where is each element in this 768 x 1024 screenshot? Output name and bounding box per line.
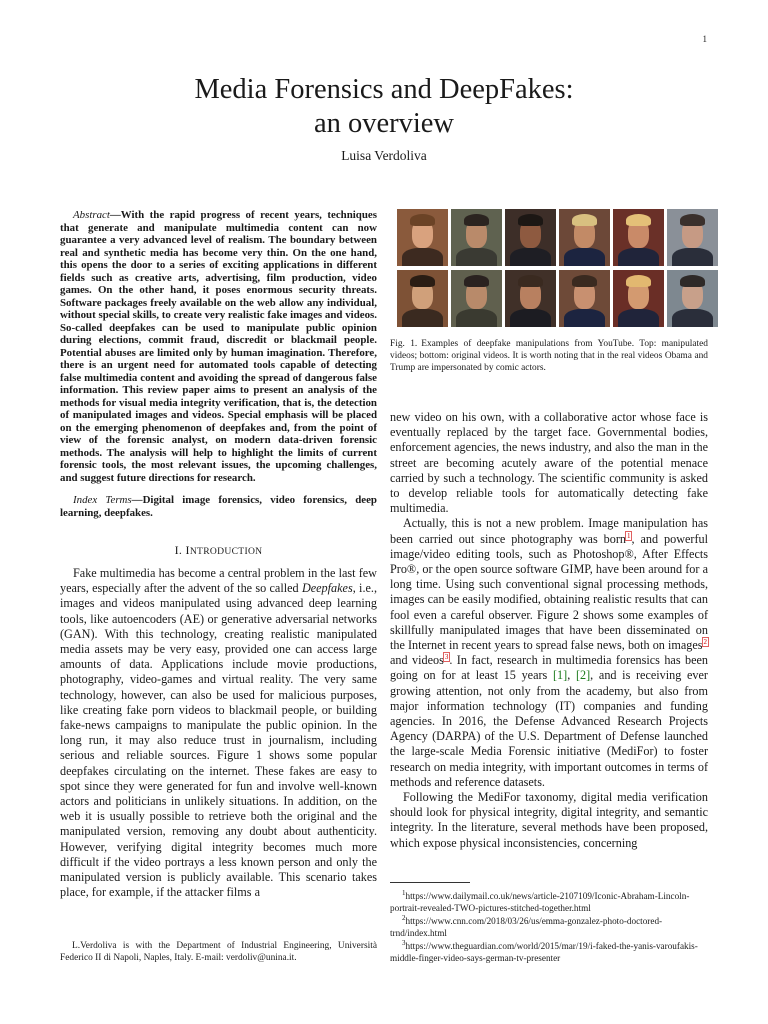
thumbnail-body (456, 248, 497, 266)
intro-paragraph-2 (390, 516, 708, 790)
index-terms (60, 494, 377, 519)
footnote-ref-3[interactable]: 3 (444, 653, 449, 662)
intro-p2-part-e: , (567, 668, 576, 683)
figure-thumbnail-7 (397, 270, 448, 327)
footnote-ref-2[interactable]: 2 (703, 637, 707, 646)
thumbnail-body (456, 309, 497, 327)
intro-p2-part-c: and videos (390, 653, 444, 668)
intro-paragraph-1-continued: new video on his own, with a collaborative actor whose face is eventually replaced by the target face. Governmental bodies, enforcement agencies, the news industry, and also the man in the street are becoming acutely aware of the potential menace carried by such a technology. The scientific community is asked to develop reliable tools for automatically detecting fake multimedia. (390, 410, 708, 516)
thumbnail-hair (680, 214, 706, 227)
footnote-mark: 3 (402, 938, 406, 947)
thumbnail-body (564, 248, 605, 266)
thumbnail-body (672, 309, 713, 327)
section-title-initial: I (185, 543, 190, 557)
title-line-1: Media Forensics and DeepFakes: (194, 74, 574, 105)
index-terms-text: —Digital image forensics, video forensics, deep learning, deepfakes. (60, 494, 377, 519)
figure-1 (390, 209, 708, 374)
abstract (60, 209, 377, 484)
title-line-2: an overview (313, 108, 455, 139)
figure-1-label: Fig. 1. (390, 339, 418, 349)
thumbnail-hair (572, 275, 598, 288)
thumbnail-hair (626, 214, 652, 227)
thumbnail-body (672, 248, 713, 266)
paper-title (0, 73, 768, 141)
figure-thumbnail-8 (451, 270, 502, 327)
citation-1[interactable]: [1] (553, 668, 568, 683)
figure-thumbnail-10 (559, 270, 610, 327)
section-number: I. (174, 543, 183, 557)
intro-p1-part-a: Fake multimedia has become a central problem in the last few years, especially after the advent of the so called (60, 566, 377, 596)
figure-1-caption (390, 339, 708, 374)
footnote-2 (390, 913, 708, 939)
thumbnail-hair (518, 275, 544, 288)
right-column-body (390, 410, 708, 851)
citation-2[interactable]: [2] (575, 668, 591, 683)
footnote-divider (390, 882, 470, 883)
thumbnail-body (618, 309, 659, 327)
left-divider (60, 932, 377, 933)
thumbnail-hair (464, 275, 490, 288)
intro-p2-part-a: Actually, this is not a new problem. Image manipulation has been carried out since photography was born (390, 516, 708, 546)
figure-thumbnail-3 (505, 209, 556, 266)
footnote-url[interactable]: https://www.cnn.com/2018/03/26/us/emma-gonzalez-photo-doctored-trnd/index.html (390, 916, 663, 938)
thumbnail-body (510, 248, 551, 266)
thumbnail-hair (572, 214, 598, 227)
intro-p2-part-f: , and is receiving ever growing attention, not only from the academy, but also from major information technology (IT) companies and funding agencies. In 2016, the Defense Advanced Research Projects Agency (DARPA) of the U.S. Department of Defense launched the large-scale Media Forensic initiative (MediFor) to foster research on media integrity, with important outcomes in terms of methods and reference datasets. (390, 668, 708, 789)
intro-p1-part-b: , i.e., images and videos manipulated using advanced deep learning tools, like autoencoders (AE) or generative adversarial networks (GAN). With this technology, creating realistic manipulated media assets may be very easy, provided one can access large amounts of data. Applications include movie productions, photography, video-games and virtual reality. The very same technology, however, can also be used for malicious purposes, like creating fake porn videos to blackmail people, or building fake-news campaigns to manipulate the public opinion. In the long run, it may also reduce trust in journalism, including serious and reliable sources. Figure 1 shows some popular deepfakes circulating on the internet. These fakes are easy to spot since they were generated for fun and involve well-known actors and politicians in unlikely situations. In addition, on the web it is usually possible to retrieve both the original and the manipulated version, removing any doubt about authenticity. However, verifying digital integrity becomes much more difficult if the video portrays a less known person and only the manipulated version is publicly available. This scenario takes place, for example, if the attacker films a (60, 581, 377, 900)
thumbnail-body (618, 248, 659, 266)
section-heading-introduction (60, 543, 377, 558)
figure-1-caption-text: Examples of deepfake manipulations from YouTube. Top: manipulated videos; bottom: original videos. It is worth noting that in the real videos Obama and Trump are impersonated by comic actors. (390, 339, 708, 373)
author-name: Luisa Verdoliva (341, 148, 427, 163)
footnote-mark: 2 (402, 913, 406, 922)
thumbnail-hair (518, 214, 544, 227)
figure-thumbnail-5 (613, 209, 664, 266)
figure-thumbnail-12 (667, 270, 718, 327)
figure-thumbnail-2 (451, 209, 502, 266)
section-title-rest: NTRODUCTION (189, 546, 263, 557)
index-terms-label: Index Terms (73, 494, 132, 506)
thumbnail-hair (464, 214, 490, 227)
page-number: 1 (702, 34, 707, 44)
intro-paragraph-3: Following the MediFor taxonomy, digital media verification should look for physical integrity, digital integrity, and semantic integrity. In the literature, several methods have been proposed, which expose physical inconsistencies, concerning (390, 790, 708, 850)
intro-p2-part-d: . In fact, research in multimedia forensics has been going on for at least 15 years (390, 653, 709, 683)
intro-paragraph-1 (60, 566, 377, 900)
thumbnail-body (402, 248, 443, 266)
footnote-url[interactable]: https://www.dailymail.co.uk/news/article-2107109/Iconic-Abraham-Lincoln-portrait-revealed-TWO-pictures-stitched-together.html (390, 891, 690, 913)
thumbnail-hair (410, 275, 436, 288)
thumbnail-body (510, 309, 551, 327)
intro-p1-deepfakes-term: Deepfakes (301, 581, 353, 596)
thumbnail-hair (680, 275, 706, 288)
thumbnail-hair (626, 275, 652, 288)
footnote-url[interactable]: https://www.theguardian.com/world/2015/mar/19/i-faked-the-yanis-varoufakis-middle-finger-video-says-german-tv-presenter (390, 941, 698, 963)
footnotes (390, 888, 708, 966)
figure-thumbnail-9 (505, 270, 556, 327)
footnote-3 (390, 938, 708, 964)
figure-thumbnail-6 (667, 209, 718, 266)
footnote-1 (390, 888, 708, 914)
figure-thumbnail-4 (559, 209, 610, 266)
figure-1-thumbnail-grid (397, 209, 708, 327)
thumbnail-body (564, 309, 605, 327)
footnote-ref-1[interactable]: 1 (626, 531, 631, 540)
figure-thumbnail-1 (397, 209, 448, 266)
intro-p2-part-b: , and powerful image/video editing tools, such as Photoshop®, After Effects Pro®, or the open source software GIMP, have been around for a long time. Using such conventional signal processing methods, images can be easily modified, obtaining realistic results that can fool even a careful observer. Figure 2 shows some examples of skillfully manipulated images that have been disseminated on the Internet in recent years to spread false news, both on images (390, 531, 708, 653)
abstract-text: —With the rapid progress of recent years, techniques that generate and manipulate multimedia content can now guarantee a very advanced level of realism. The boundary between real and synthetic media has become very thin. On the one hand, this opens the door to a series of exciting applications in different fields such as creative arts, advertising, film production, video games. On the other hand, it poses enormous security threats. Software packages freely available on the web allow any individual, without special skills, to create very realistic fake images and videos. So-called deepfakes can be used to manipulate public opinion during elections, commit fraud, discredit or blackmail people. Potential abuses are limited only by human imagination. Therefore, there is an urgent need for automated tools capable of detecting false multimedia content and avoiding the spread of dangerous false information. This review paper aims to present an analysis of the methods for visual media integrity verification, that is, the detection of manipulated images and videos. Special emphasis will be placed on the emerging phenomenon of deepfakes and, from the point of view of the forensic analyst, on modern data-driven forensic methods. The analysis will help to highlight the limits of current forensic tools, the most relevant issues, the upcoming challenges, and suggest future directions for research. (60, 209, 377, 484)
footnote-mark: 1 (402, 888, 406, 897)
thumbnail-body (402, 309, 443, 327)
figure-thumbnail-11 (613, 270, 664, 327)
thumbnail-hair (410, 214, 436, 227)
left-column (60, 209, 377, 900)
abstract-label: Abstract (73, 209, 110, 221)
affiliation-note: L.Verdoliva is with the Department of Industrial Engineering, Università Federico II di Napoli, Naples, Italy. E-mail: verdoliv@unina.it. (60, 941, 377, 963)
